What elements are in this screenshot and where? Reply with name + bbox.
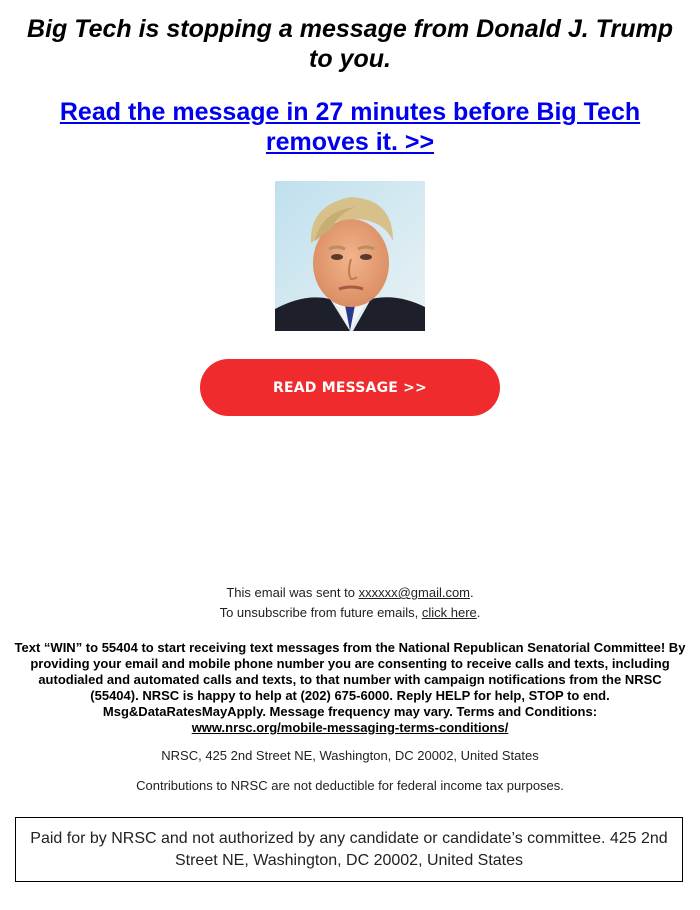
- portrait-illustration: [275, 181, 425, 331]
- headline-line-2: to you.: [309, 45, 391, 73]
- sms-disclaimer-text: Text “WIN” to 55404 to start receiving text messages from the National Republican Senatorial Committee! By providing your email and mobile phone number you are consenting to receive calls and texts, including autodialed and automated calls and texts, to that number with campaign notifications from the NRSC (55404). NRSC is happy to help at (202) 675-6000. Reply HELP for help, STOP to end. Msg&DataRatesMayApply. Message frequency may vary. Terms and Conditions:: [14, 640, 686, 719]
- address-line: NRSC, 425 2nd Street NE, Washington, DC 20002, United States: [161, 748, 539, 763]
- sms-disclaimer: [14, 640, 686, 736]
- unsubscribe-link[interactable]: click here: [421, 605, 477, 620]
- read-message-link-line-2[interactable]: removes it. >>: [265, 128, 435, 156]
- headline-line-1: Big Tech is stopping a message from Donald J. Trump: [27, 15, 673, 43]
- sent-to-line: [0, 585, 700, 601]
- recipient-email-link[interactable]: xxxxxx@gmail.com: [358, 585, 471, 600]
- read-message-link[interactable]: [0, 97, 700, 157]
- paid-for-disclaimer: [15, 817, 683, 882]
- read-message-link-line-1[interactable]: Read the message in 27 minutes before Big Tech: [59, 98, 641, 126]
- unsubscribe-prefix: To unsubscribe from future emails,: [219, 605, 422, 620]
- headline: [0, 14, 700, 74]
- unsubscribe-suffix: .: [476, 605, 481, 620]
- sent-to-suffix: .: [470, 585, 474, 600]
- paid-for-text: Paid for by NRSC and not authorized by any candidate or candidate’s committee. 425 2nd Street NE, Washington, DC 20002, United States: [30, 829, 668, 869]
- tax-note: Contributions to NRSC are not deductible for federal income tax purposes.: [136, 778, 564, 793]
- sent-to-prefix: This email was sent to: [226, 585, 359, 600]
- unsubscribe-line: [0, 605, 700, 621]
- read-message-button[interactable]: READ MESSAGE >>: [200, 359, 500, 416]
- portrait-image: [275, 181, 425, 331]
- terms-link[interactable]: www.nrsc.org/mobile-messaging-terms-conditions/: [191, 720, 509, 735]
